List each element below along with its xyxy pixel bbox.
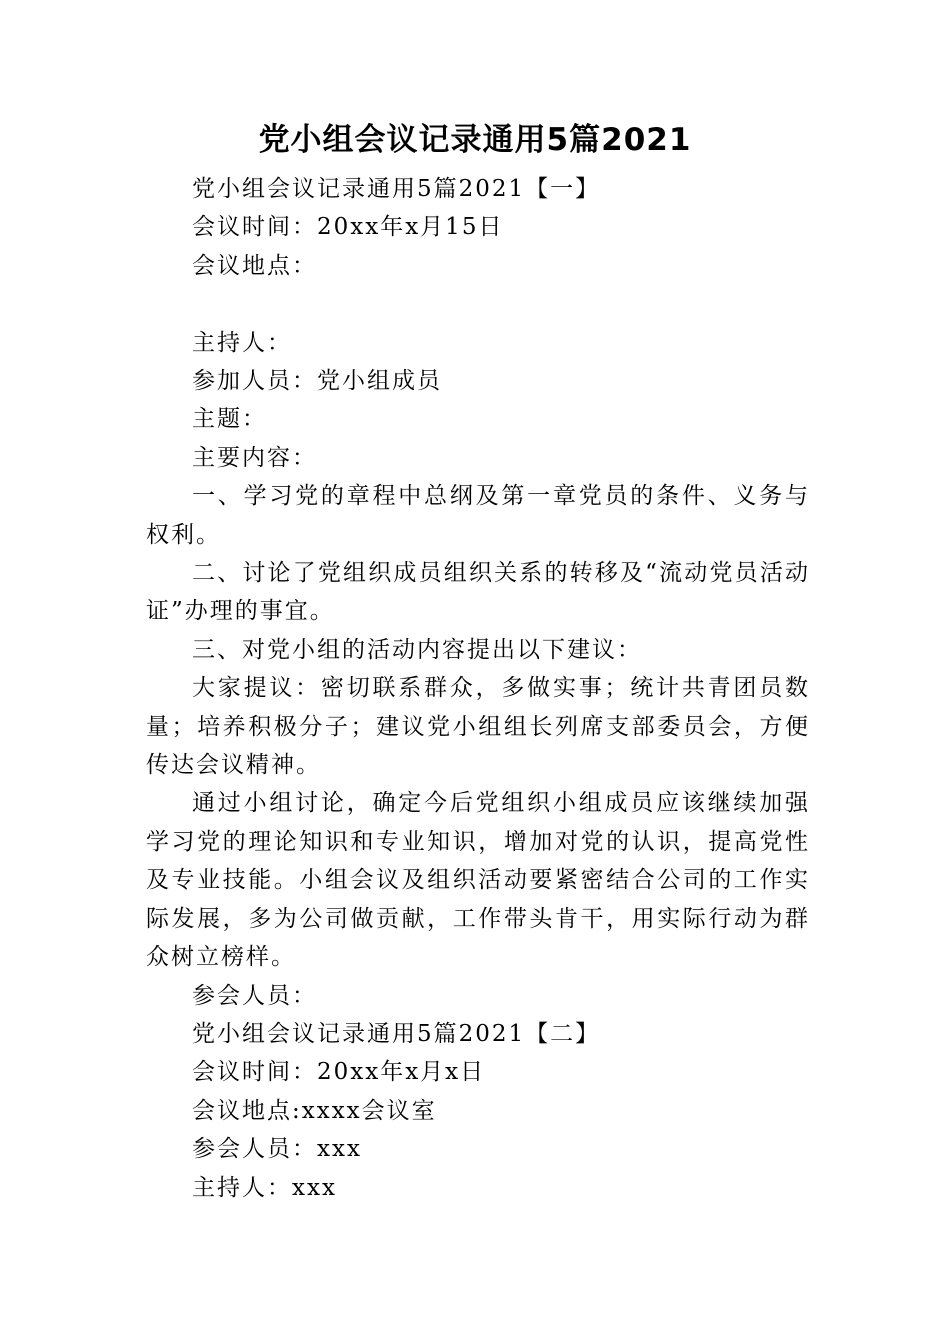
document-title: 党小组会议记录通用5篇2021 [258,122,692,158]
meeting-attendees-2: 参会人员：xxx [192,1136,362,1163]
content-item-3: 三、对党小组的活动内容提出以下建议： [192,636,642,663]
attendees-label: 参会人员： [192,982,317,1009]
section-heading-1: 党小组会议记录通用5篇2021【一】 [192,176,601,202]
content-item-1: 一、学习党的章程中总纲及第一章党员的条件、义务与权利。 [146,483,810,548]
meeting-location: 会议地点： [192,252,317,279]
document-body [146,170,810,1207]
section-heading-2: 党小组会议记录通用5篇2021【二】 [192,1020,601,1047]
meeting-time-2: 会议时间：20xx年x月x日 [192,1059,486,1086]
conclusion-paragraph: 通过小组讨论，确定今后党组织小组成员应该继续加强学习党的理论知识和专业知识，增加对党的认识，提高党性及专业技能。小组会议及组织活动要紧密结合公司的工作实际发展，多为公司做贡献，工作带头肯干，用实际行动为群众树立榜样。 [146,790,810,971]
meeting-time: 会议时间：20xx年x月15日 [192,214,504,241]
meeting-participants: 参加人员：党小组成员 [192,368,442,395]
meeting-location-2: 会议地点:xxxx会议室 [192,1097,437,1124]
content-item-2: 二、讨论了党组织成员组织关系的转移及“流动党员活动证”办理的事宜。 [146,560,810,625]
blank-line [146,285,810,323]
meeting-host: 主持人： [192,329,292,356]
meeting-topic: 主题： [192,406,267,433]
suggestions-paragraph: 大家提议：密切联系群众，多做实事；统计共青团员数量；培养积极分子；建议党小组组长列席支部委员会，方便传达会议精神。 [146,675,810,779]
meeting-host-2: 主持人：xxx [192,1174,337,1201]
main-content-label: 主要内容： [192,444,317,471]
